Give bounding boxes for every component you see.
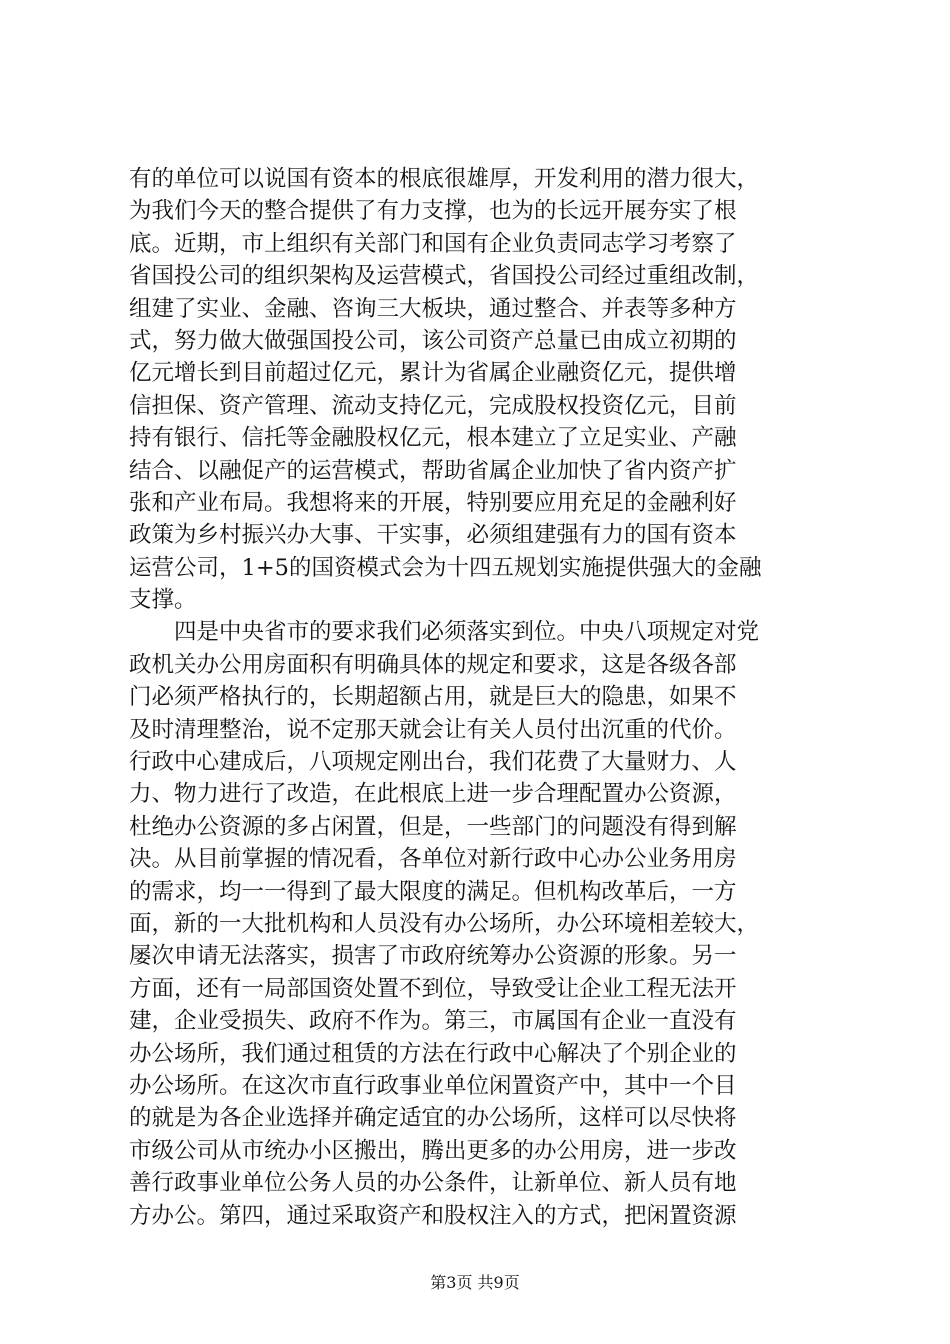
text-line: 底。近期，市上组织有关部门和国有企业负责同志学习考察了 [129, 230, 737, 257]
text-line: 持有银行、信托等金融股权亿元，根本建立了立足实业、产融 [129, 425, 737, 452]
text-line: 政机关办公用房面积有明确具体的规定和要求，这是各级各部 [129, 651, 737, 678]
text-line: 及时清理整治，说不定那天就会让有关人员付出沉重的代价。 [129, 716, 737, 743]
text-line: 运营公司，1+5的国资模式会为十四五规划实施提供强大的金融 [129, 554, 762, 581]
text-line: 亿元增长到目前超过亿元，累计为省属企业融资亿元，提供增 [129, 360, 737, 387]
text-line: 方办公。第四，通过采取资产和股权注入的方式，把闲置资源 [129, 1202, 737, 1229]
page-number-footer: 第3页 共9页 [430, 1273, 520, 1292]
text-line: 省国投公司的组织架构及运营模式，省国投公司经过重组改制， [129, 263, 760, 290]
text-line: 行政中心建成后，八项规定刚出台，我们花费了大量财力、人 [129, 749, 737, 776]
text-line: 有的单位可以说国有资本的根底很雄厚，开发利用的潜力很大， [129, 166, 760, 192]
text-line: 方面，还有一局部国资处置不到位，导致受让企业工程无法开 [129, 975, 737, 1002]
text-line: 建，企业受损失、政府不作为。第三，市属国有企业一直没有 [129, 1008, 737, 1035]
text-line: 市级公司从市统办小区搬出，腾出更多的办公用房，进一步改 [129, 1137, 737, 1164]
text-line: 的就是为各企业选择并确定适宜的办公场所，这样可以尽快将 [129, 1105, 737, 1132]
text-line: 决。从目前掌握的情况看，各单位对新行政中心办公业务用房 [129, 846, 737, 873]
text-line: 力、物力进行了改造，在此根底上进一步合理配置办公资源， [129, 781, 737, 808]
text-line: 政策为乡村振兴办大事、干实事，必须组建强有力的国有资本 [129, 522, 737, 549]
text-line: 屡次申请无法落实，损害了市政府统筹办公资源的形象。另一 [129, 943, 737, 970]
text-line: 组建了实业、金融、咨询三大板块，通过整合、并表等多种方 [129, 295, 737, 322]
text-line: 的需求，均一一得到了最大限度的满足。但机构改革后，一方 [129, 878, 737, 905]
text-line: 门必须严格执行的，长期超额占用，就是巨大的隐患，如果不 [129, 684, 737, 711]
text-line: 面，新的一大批机构和人员没有办公场所，办公环境相差较大， [129, 910, 760, 937]
text-line: 支撑。 [129, 587, 197, 614]
text-line: 信担保、资产管理、流动支持亿元，完成股权投资亿元，目前 [129, 392, 737, 419]
text-line: 四是中央省市的要求我们必须落实到位。中央八项规定对党 [129, 619, 760, 646]
text-line: 杜绝办公资源的多占闲置，但是，一些部门的问题没有得到解 [129, 813, 737, 840]
text-line: 善行政事业单位公务人员的办公条件，让新单位、新人员有地 [129, 1170, 737, 1197]
body-text [129, 163, 829, 1232]
text-line: 结合、以融促产的运营模式，帮助省属企业加快了省内资产扩 [129, 457, 737, 484]
text-line: 式，努力做大做强国投公司，该公司资产总量已由成立初期的 [129, 327, 737, 354]
text-line: 办公场所。在这次市直行政事业单位闲置资产中，其中一个目 [129, 1072, 737, 1099]
text-line: 为我们今天的整合提供了有力支撑，也为的长远开展夯实了根 [129, 198, 737, 225]
text-line: 张和产业布局。我想将来的开展，特别要应用充足的金融利好 [129, 489, 737, 516]
text-line: 办公场所，我们通过租赁的方法在行政中心解决了个别企业的 [129, 1040, 737, 1067]
